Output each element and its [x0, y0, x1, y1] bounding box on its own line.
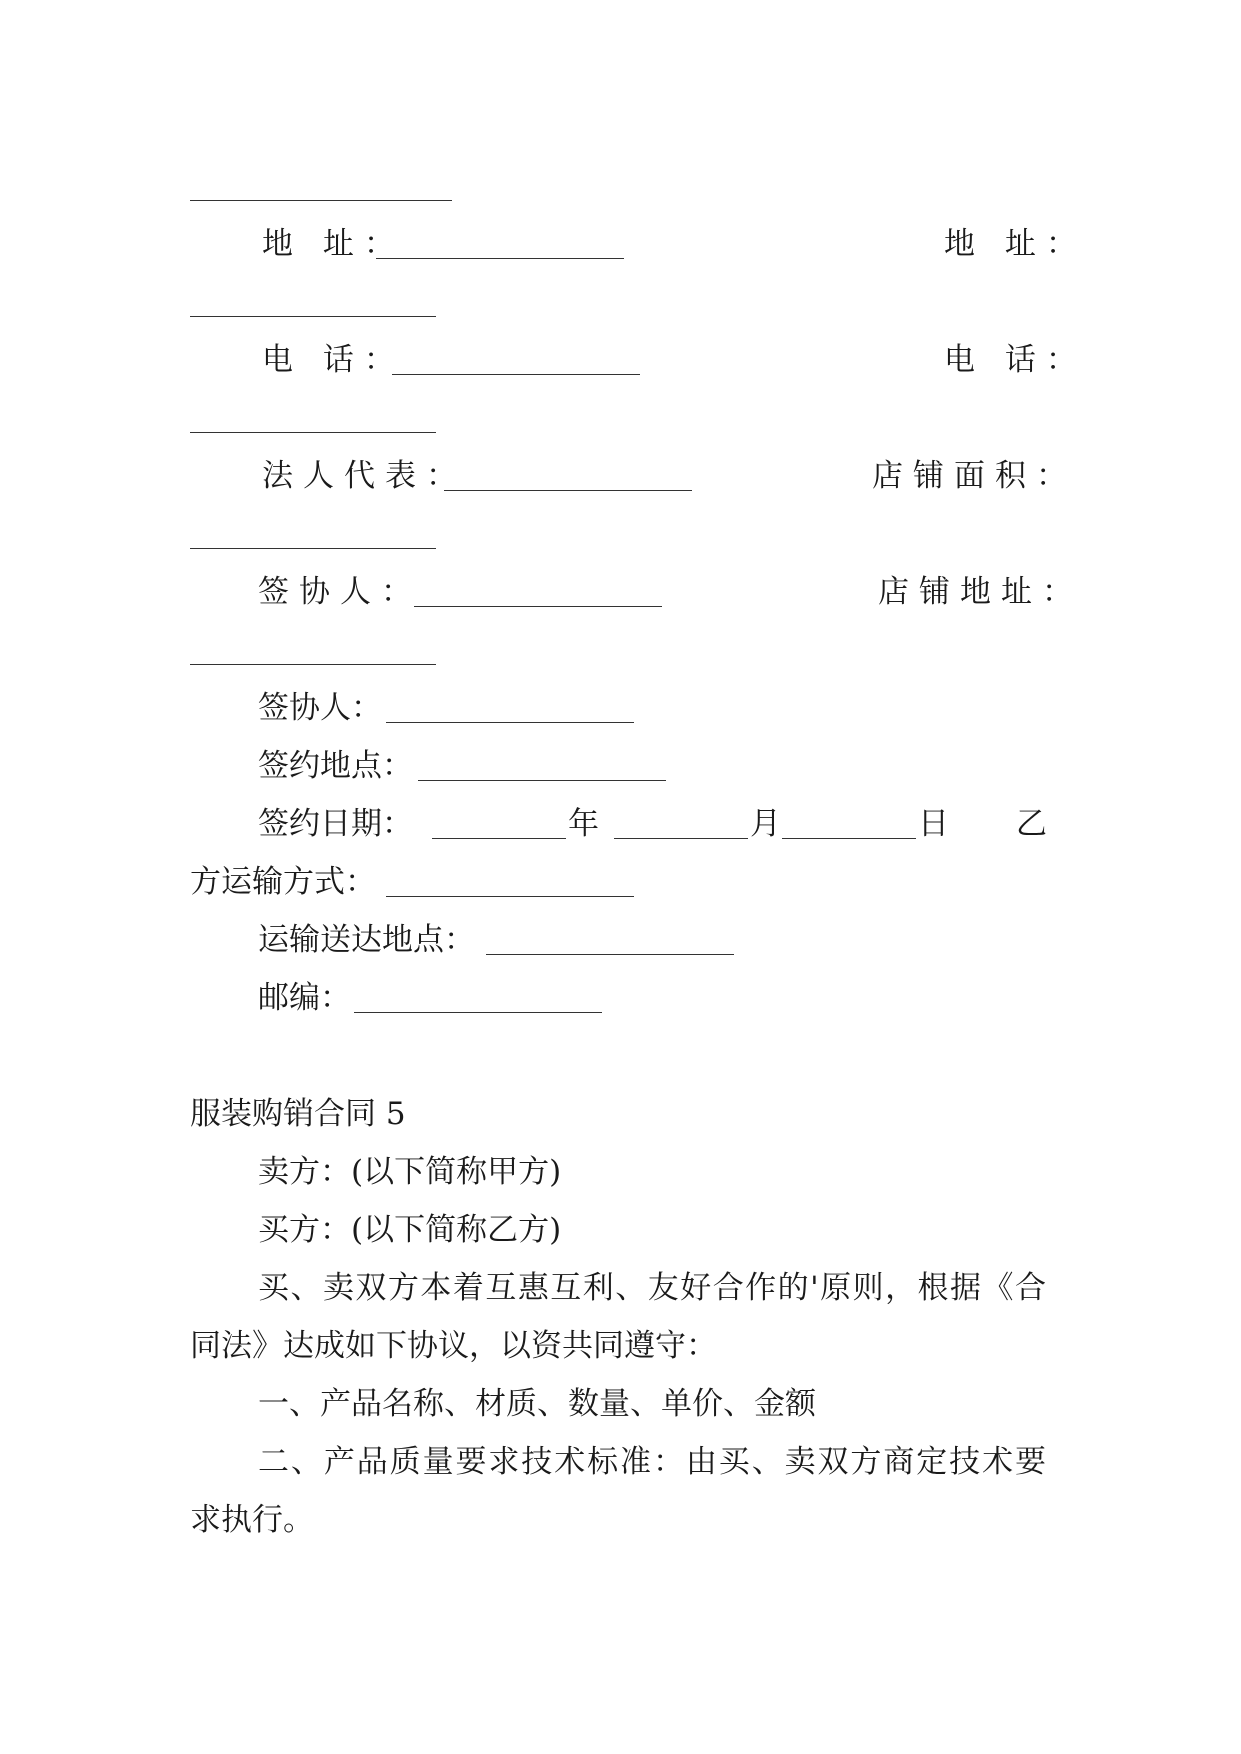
intro-paragraph-line1: 买、卖双方本着互惠互利、友好合作的'原则，根据《合: [258, 1270, 1046, 1306]
party-b-char: 乙: [1016, 806, 1047, 842]
sign-day-blank: [782, 838, 916, 839]
transport-method-label: 方运输方式：: [190, 864, 376, 900]
sign-month-blank: [614, 838, 748, 839]
phone-label-left: 电 话：: [262, 342, 405, 378]
address-label-right: 地 址：: [944, 226, 1087, 262]
sign-year-blank: [432, 838, 566, 839]
clause-2-line2: 求执行。: [190, 1502, 314, 1538]
shop-address-label: 店铺地址：: [878, 574, 1083, 610]
phone-blank-left: [392, 374, 640, 375]
sign-place-blank: [418, 780, 666, 781]
year-label: 年: [568, 806, 599, 842]
shop-area-label: 店铺面积：: [872, 458, 1077, 494]
postcode-blank: [354, 1012, 602, 1013]
delivery-place-blank: [486, 954, 734, 955]
blank-line-top: [190, 200, 452, 201]
legal-rep-blank: [444, 490, 692, 491]
sign-date-label: 签约日期：: [258, 806, 413, 842]
clause-1: 一、产品名称、材质、数量、单价、金额: [258, 1386, 816, 1422]
address-blank-left: [376, 258, 624, 259]
shop-address-blank: [190, 664, 436, 665]
phone-label-right: 电 话：: [944, 342, 1087, 378]
address-label-left: 地 址：: [262, 226, 405, 262]
day-label: 日: [918, 806, 949, 842]
cosigner-label-1: 签协人：: [258, 574, 422, 610]
phone-blank-right: [190, 432, 436, 433]
cosigner-blank-2: [386, 722, 634, 723]
buyer-line: 买方：(以下简称乙方): [258, 1212, 562, 1248]
contract-title: 服装购销合同 5: [190, 1096, 406, 1132]
address-blank-right: [190, 316, 436, 317]
seller-line: 卖方：(以下简称甲方): [258, 1154, 562, 1190]
postcode-label: 邮编：: [258, 980, 351, 1016]
month-label: 月: [750, 806, 781, 842]
intro-paragraph-line2: 同法》达成如下协议，以资共同遵守：: [190, 1328, 717, 1364]
clause-2-line1: 二、产品质量要求技术标准：由买、卖双方商定技术要: [258, 1444, 1046, 1480]
transport-method-blank: [386, 896, 634, 897]
delivery-place-label: 运输送达地点：: [258, 922, 475, 958]
legal-rep-label: 法人代表：: [262, 458, 467, 494]
sign-place-label: 签约地点：: [258, 748, 413, 784]
cosigner-label-2: 签协人：: [258, 690, 382, 726]
cosigner-blank-1: [414, 606, 662, 607]
shop-area-blank: [190, 548, 436, 549]
